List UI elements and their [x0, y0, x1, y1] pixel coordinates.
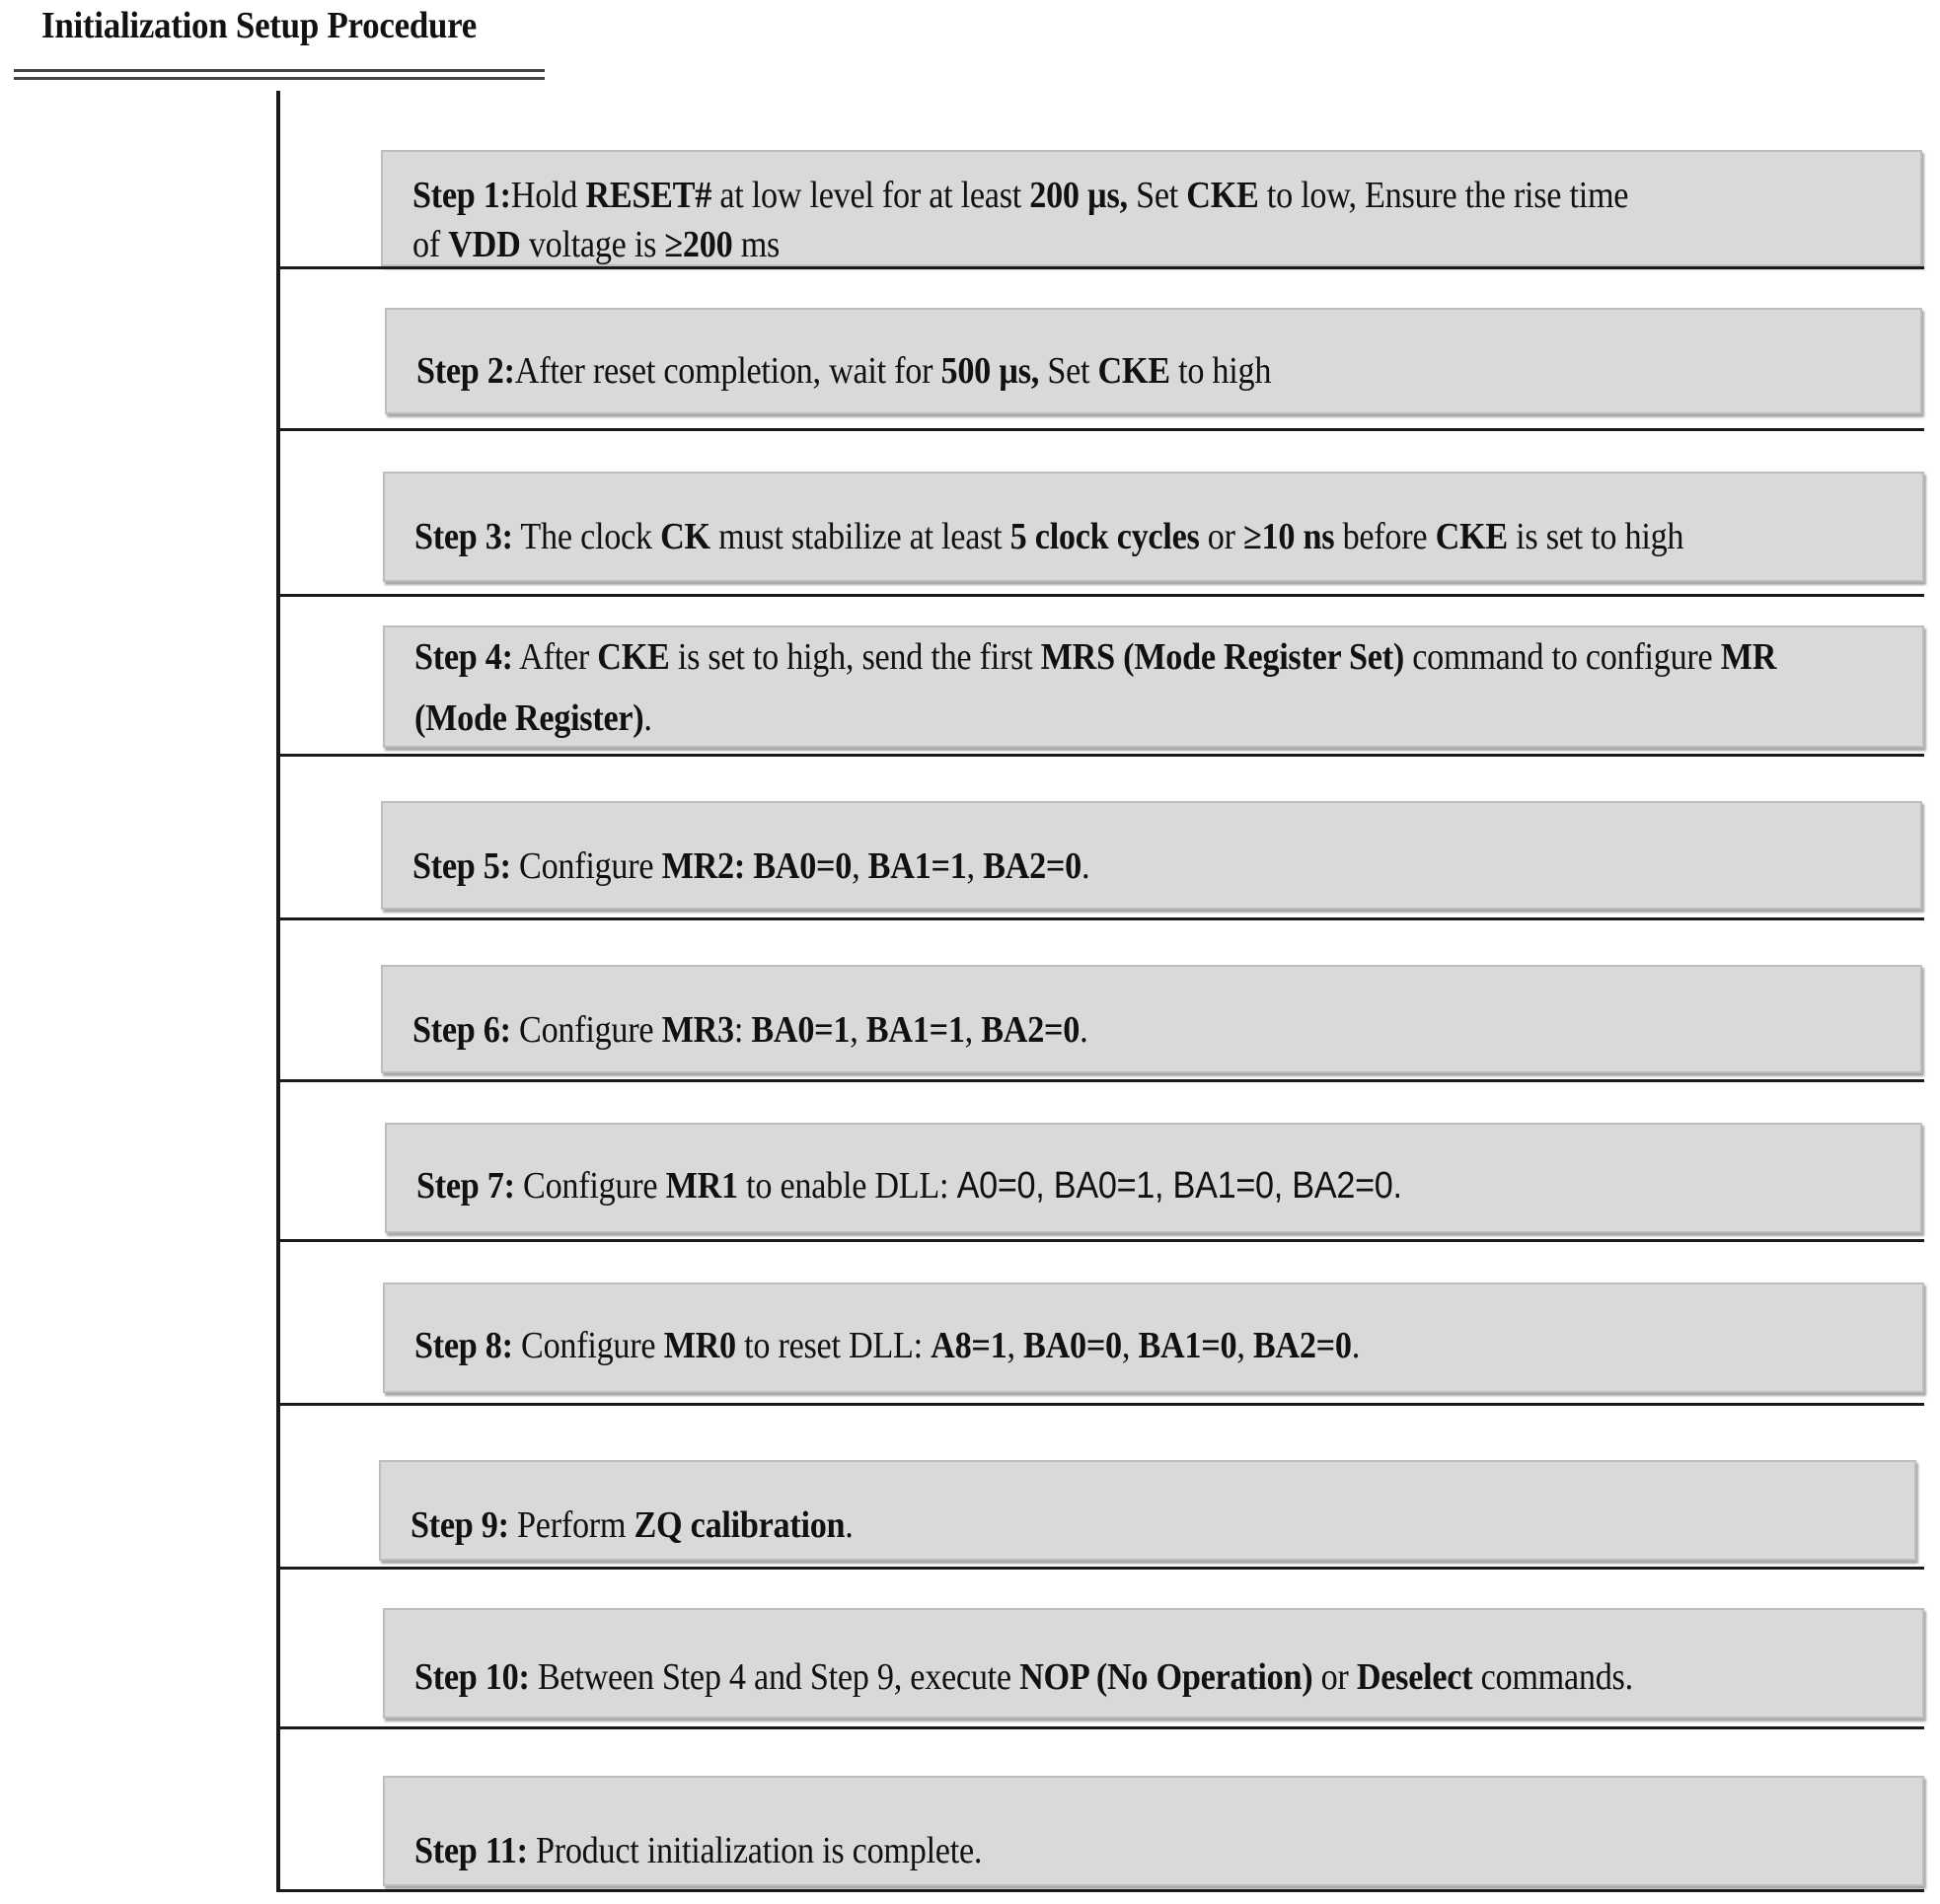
step-label-separator: :: [501, 516, 513, 557]
step-1-box: [381, 150, 1922, 266]
step-10-connector-line: [276, 1726, 1924, 1729]
step-text-segment: BA0=0: [753, 845, 853, 887]
step-label: Step 8: [414, 1325, 502, 1366]
step-text-segment: ms: [732, 224, 781, 265]
step-8-connector-line: [276, 1403, 1924, 1406]
step-4-text-line1: [414, 631, 1776, 683]
step-text-segment: ,: [1236, 1325, 1253, 1366]
step-5-box: [381, 801, 1922, 910]
step-text-segment: Hold: [510, 175, 586, 216]
step-11-connector-line: [276, 1889, 1924, 1892]
step-text-segment: Configure: [514, 1165, 666, 1207]
step-text-segment: 5 clock cycles: [1009, 516, 1200, 557]
step-text-segment: or: [1312, 1656, 1357, 1698]
step-text-segment: BA2=0: [983, 845, 1082, 887]
step-text-segment: BA2=0: [1252, 1325, 1352, 1366]
step-text-segment: :: [733, 1009, 752, 1051]
step-label: Step 5: [412, 845, 500, 887]
step-text-segment: VDD: [448, 224, 521, 265]
step-text-segment: RESET#: [585, 175, 712, 216]
step-text-segment: is set to high: [1507, 516, 1684, 557]
step-label-separator: :: [501, 636, 513, 678]
step-text-segment: CKE: [597, 636, 670, 678]
step-text-segment: A8=1: [931, 1325, 1007, 1366]
step-text-segment: commands.: [1472, 1656, 1633, 1698]
step-text-segment: to low, Ensure the rise time: [1258, 175, 1629, 216]
step-text-segment: to enable DLL:: [737, 1165, 957, 1207]
step-text-segment: Product initialization is complete.: [527, 1830, 983, 1871]
step-7-box: [385, 1123, 1922, 1233]
step-2-box: [385, 308, 1922, 414]
step-7-connector-line: [276, 1239, 1924, 1242]
step-10-text-line1: [414, 1651, 1633, 1703]
step-text-segment: 200 µs,: [1029, 175, 1128, 216]
step-label-separator: :: [499, 175, 511, 216]
step-text-segment: After: [512, 636, 598, 678]
step-text-segment: to high: [1169, 350, 1272, 392]
step-text-segment: ,: [966, 845, 984, 887]
step-6-box: [381, 965, 1922, 1073]
step-text-segment: CK: [660, 516, 710, 557]
step-text-segment: MRS (Mode Register Set): [1040, 636, 1404, 678]
step-text-segment: BA0=0: [1023, 1325, 1122, 1366]
step-text-segment: .: [845, 1504, 854, 1546]
step-text-segment: BA1=1: [865, 1009, 965, 1051]
step-text-segment: CKE: [1186, 175, 1259, 216]
step-6-connector-line: [276, 1079, 1924, 1082]
step-text-segment: MR2:: [661, 845, 745, 887]
step-text-segment: BA0=1: [751, 1009, 851, 1051]
step-text-segment: NOP (No Operation): [1019, 1656, 1313, 1698]
step-2-connector-line: [276, 428, 1924, 431]
step-text-segment: CKE: [1435, 516, 1508, 557]
page-title: Initialization Setup Procedure: [41, 5, 478, 46]
step-1-text-line1: [412, 170, 1628, 221]
step-text-segment: Configure: [510, 1009, 662, 1051]
step-11-box: [383, 1776, 1924, 1886]
step-text-segment: BA1=1: [867, 845, 967, 887]
step-label: Step 6: [412, 1009, 500, 1051]
step-text-segment: BA1=0: [1138, 1325, 1237, 1366]
step-text-segment: ≥10 ns: [1243, 516, 1335, 557]
step-text-segment: ZQ calibration: [634, 1504, 846, 1546]
step-label: Step 7: [416, 1165, 504, 1207]
step-text-segment: ,: [964, 1009, 982, 1051]
step-text-segment: ≥200: [664, 224, 733, 265]
step-text-segment: .: [643, 697, 652, 739]
step-5-text-line1: [412, 841, 1089, 892]
step-text-segment: to reset DLL:: [735, 1325, 932, 1366]
step-text-segment: Configure: [510, 845, 662, 887]
step-text-segment: MR1: [665, 1165, 738, 1207]
step-label: Step 10: [414, 1656, 519, 1698]
step-text-segment: MR0: [663, 1325, 736, 1366]
step-text-segment: BA2=0: [981, 1009, 1081, 1051]
step-text-segment: voltage is: [520, 224, 665, 265]
step-label-separator: :: [499, 1009, 511, 1051]
step-text-segment: Set: [1039, 350, 1098, 392]
step-9-connector-line: [276, 1567, 1924, 1570]
step-3-connector-line: [276, 594, 1924, 597]
step-text-segment: A0=0, BA0=1, BA1=0, BA2=0.: [956, 1165, 1402, 1207]
step-1-connector-line: [276, 266, 1924, 269]
step-text-segment: Deselect: [1356, 1656, 1473, 1698]
step-text-segment: must stabilize at least: [709, 516, 1010, 557]
step-text-segment: After reset completion, wait for: [514, 350, 941, 392]
step-2-text-line1: [416, 345, 1271, 397]
step-text-segment: Set: [1127, 175, 1187, 216]
step-label-separator: :: [516, 1830, 528, 1871]
step-text-segment: before: [1334, 516, 1436, 557]
step-8-text-line1: [414, 1320, 1360, 1371]
step-text-segment: Configure: [512, 1325, 664, 1366]
step-text-segment: MR: [1720, 636, 1777, 678]
step-7-text-line1: [416, 1160, 1402, 1211]
step-label: Step 3: [414, 516, 502, 557]
step-text-segment: Between Step 4 and Step 9, execute: [529, 1656, 1020, 1698]
step-text-segment: of: [412, 224, 449, 265]
step-4-box: [383, 625, 1924, 748]
step-text-segment: The clock: [512, 516, 661, 557]
step-text-segment: ,: [1007, 1325, 1024, 1366]
step-text-segment: 500 µs,: [940, 350, 1040, 392]
step-text-segment: [745, 845, 753, 887]
step-text-segment: ,: [852, 845, 868, 887]
title-underline-top: [14, 69, 545, 72]
title-underline-bottom: [14, 77, 545, 80]
step-text-segment: CKE: [1097, 350, 1170, 392]
step-label: Step 9: [410, 1504, 498, 1546]
step-11-text-line1: [414, 1825, 982, 1876]
step-label: Step 4: [414, 636, 502, 678]
step-4-connector-line: [276, 754, 1924, 757]
step-label-separator: :: [518, 1656, 530, 1698]
step-text-segment: at low level for at least: [711, 175, 1030, 216]
step-4-text-line2: [414, 693, 652, 744]
step-text-segment: ,: [1121, 1325, 1139, 1366]
step-text-segment: .: [1351, 1325, 1361, 1366]
step-text-segment: or: [1199, 516, 1244, 557]
flow-trunk-line: [276, 91, 280, 1892]
step-label-separator: :: [503, 350, 515, 392]
step-label-separator: :: [499, 845, 511, 887]
step-9-text-line1: [410, 1500, 854, 1551]
step-label: Step 2: [416, 350, 504, 392]
step-label: Step 1: [412, 175, 500, 216]
step-9-box: [379, 1460, 1916, 1561]
step-text-segment: Perform: [508, 1504, 634, 1546]
step-label-separator: :: [501, 1325, 513, 1366]
step-label-separator: :: [497, 1504, 509, 1546]
step-3-text-line1: [414, 511, 1683, 562]
step-6-text-line1: [412, 1004, 1087, 1056]
step-text-segment: .: [1080, 1009, 1088, 1051]
step-text-segment: .: [1081, 845, 1090, 887]
step-text-segment: is set to high, send the first: [669, 636, 1041, 678]
step-text-segment: MR3: [661, 1009, 734, 1051]
step-5-connector-line: [276, 917, 1924, 920]
step-label: Step 11: [414, 1830, 517, 1871]
step-10-box: [383, 1608, 1924, 1719]
step-1-text-line2: [412, 219, 780, 270]
step-8-box: [383, 1282, 1924, 1393]
step-3-box: [383, 472, 1924, 582]
step-text-segment: command to configure: [1403, 636, 1721, 678]
step-text-segment: ,: [850, 1009, 866, 1051]
step-label-separator: :: [503, 1165, 515, 1207]
step-text-segment: (Mode Register): [414, 697, 644, 739]
